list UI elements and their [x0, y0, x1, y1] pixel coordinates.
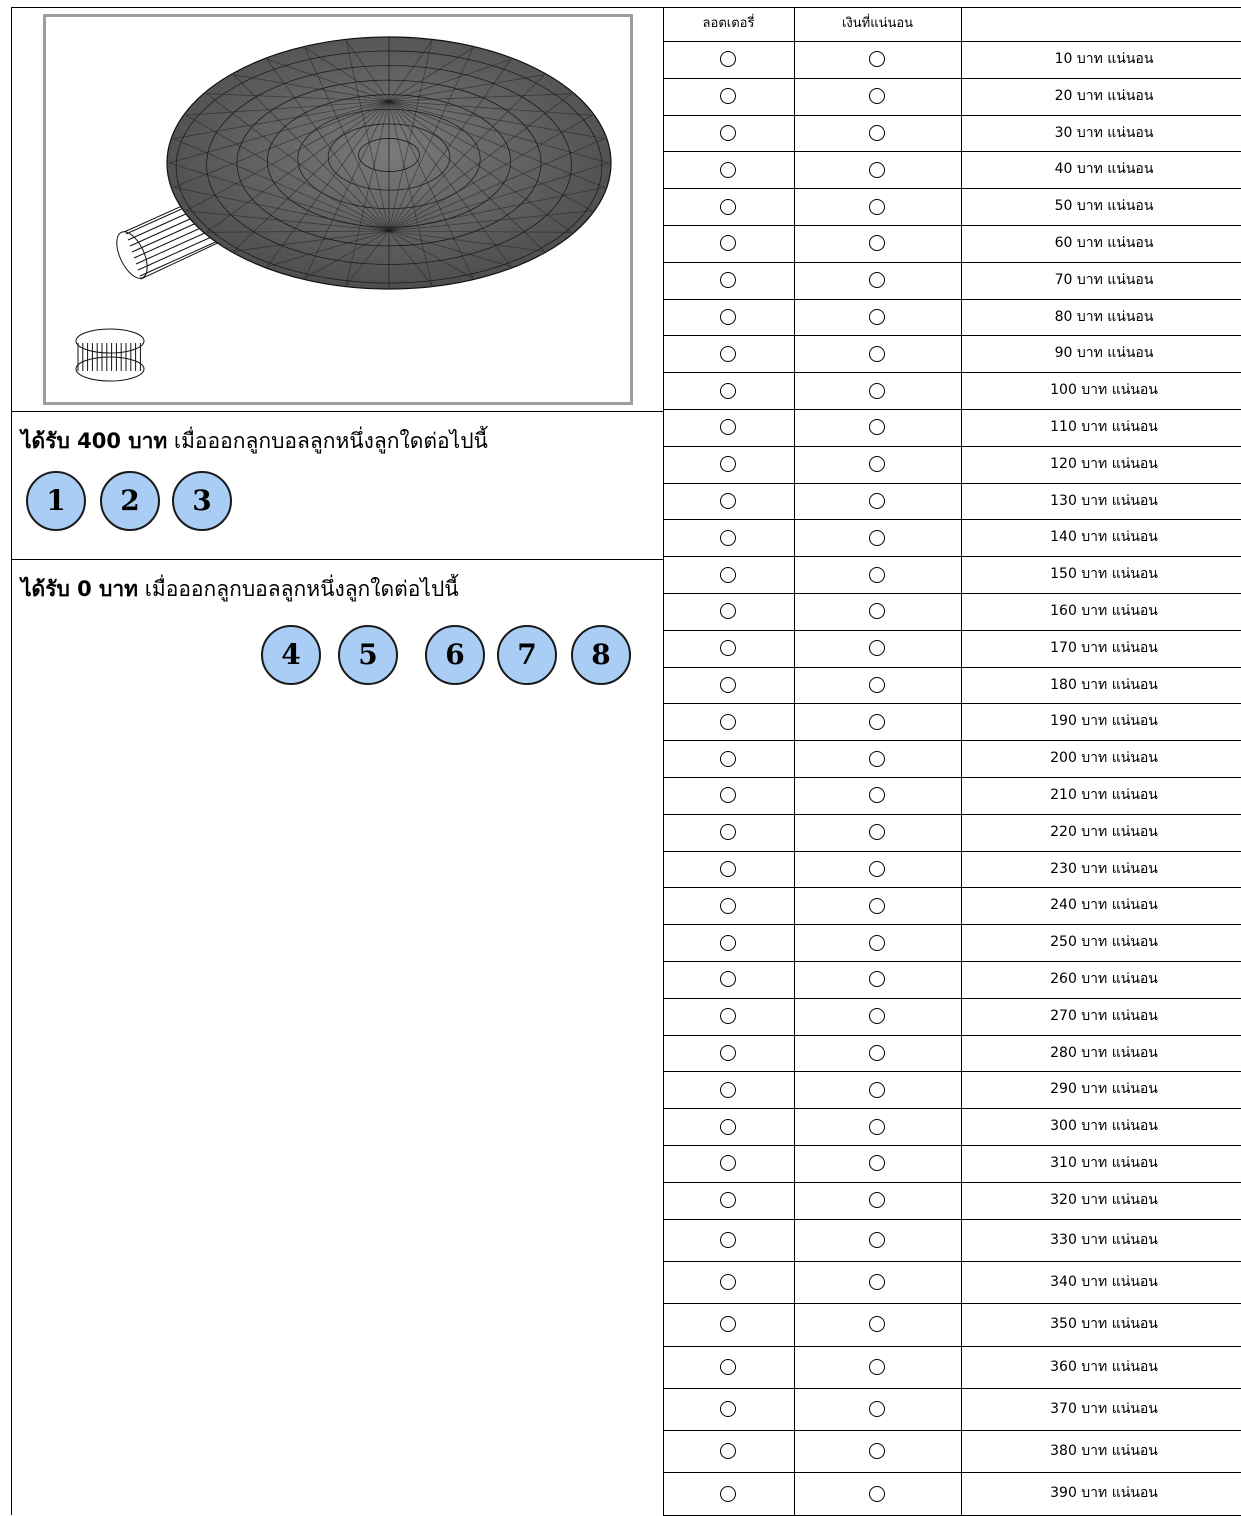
urn-figure [43, 14, 633, 405]
sure-amount-label: 390 บาท แน่นอน [1050, 1485, 1158, 1502]
lottery-radio[interactable] [720, 1316, 736, 1332]
table-row-line [663, 1472, 1241, 1473]
sure-amount-label: 290 บาท แน่นอน [1050, 1081, 1158, 1098]
table-row [663, 961, 1241, 998]
lottery-radio[interactable] [720, 1008, 736, 1024]
sure-amount-label: 230 บาท แน่นอน [1050, 860, 1158, 877]
ball-5: 5 [338, 625, 398, 685]
table-row-line [663, 1108, 1241, 1109]
sure-amount-label: 280 บาท แน่นอน [1050, 1044, 1158, 1061]
sure-money-radio[interactable] [869, 88, 885, 104]
sure-money-radio[interactable] [869, 235, 885, 251]
sure-amount-label: 180 บาท แน่นอน [1050, 676, 1158, 693]
lottery-radio[interactable] [720, 162, 736, 178]
lose-caption [21, 573, 459, 606]
lottery-radio[interactable] [720, 1274, 736, 1290]
sure-amount-label: 200 บาท แน่นอน [1050, 750, 1158, 767]
table-row-line [663, 1035, 1241, 1036]
lottery-radio[interactable] [720, 493, 736, 509]
sure-amount-label: 220 บาท แน่นอน [1050, 823, 1158, 840]
sure-amount-label: 60 บาท แน่นอน [1054, 235, 1154, 251]
table-row [663, 188, 1241, 225]
table-row [663, 1182, 1241, 1219]
table-column-line [663, 7, 664, 1515]
sure-money-radio[interactable] [869, 1443, 885, 1459]
sure-amount-label: 20 บาท แน่นอน [1054, 87, 1154, 104]
table-row [663, 777, 1241, 814]
sure-money-radio[interactable] [869, 1082, 885, 1098]
lottery-radio[interactable] [720, 861, 736, 877]
lottery-radio[interactable] [720, 1401, 736, 1417]
table-top-line [663, 7, 1241, 8]
table-row [663, 924, 1241, 961]
urn-wireframe-illustration [46, 17, 630, 402]
sure-money-radio[interactable] [869, 419, 885, 435]
sure-amount-label: 360 บาท แน่นอน [1050, 1358, 1158, 1375]
divider-after-win [11, 559, 663, 560]
sure-money-radio[interactable] [869, 861, 885, 877]
sure-money-radio[interactable] [869, 1232, 885, 1248]
sure-amount-label: 50 บาท แน่นอน [1054, 198, 1154, 215]
table-row-line [663, 446, 1241, 447]
table-row-line [663, 1388, 1241, 1389]
lottery-radio[interactable] [720, 309, 736, 325]
sure-money-radio[interactable] [869, 125, 885, 141]
table-row [663, 372, 1241, 409]
sure-amount-label: 380 บาท แน่นอน [1050, 1443, 1158, 1460]
ball-8: 8 [571, 625, 631, 685]
header-sure-money: เงินที่แน่นอน [841, 16, 914, 31]
table-row [663, 1388, 1241, 1430]
sure-amount-label: 340 บาท แน่นอน [1050, 1273, 1158, 1290]
lottery-radio[interactable] [720, 530, 736, 546]
sure-amount-label: 210 บาท แน่นอน [1050, 787, 1158, 803]
table-row-line [663, 998, 1241, 999]
table-row-line [663, 924, 1241, 925]
sure-amount-label: 80 บาท แน่นอน [1054, 308, 1154, 325]
table-row [663, 483, 1241, 520]
lose-condition: เมื่อออกลูกบอลลูกหนึ่งลูกใดต่อไปนี้ [138, 577, 459, 601]
lottery-radio[interactable] [720, 346, 736, 362]
small-ring-icon [76, 329, 144, 381]
table-row-line [663, 225, 1241, 226]
sure-amount-label: 30 บาท แน่นอน [1054, 124, 1154, 141]
table-row [663, 703, 1241, 740]
lottery-radio[interactable] [720, 1155, 736, 1171]
table-row [663, 1346, 1241, 1388]
table-row-line [663, 151, 1241, 152]
sure-money-radio[interactable] [869, 456, 885, 472]
ball-3: 3 [172, 471, 232, 531]
left-border [11, 7, 12, 1515]
table-row [663, 1219, 1241, 1261]
sure-money-radio[interactable] [869, 162, 885, 178]
table-row-line [663, 41, 1241, 42]
lottery-radio[interactable] [720, 824, 736, 840]
lose-amount: ได้รับ 0 บาท [21, 577, 139, 601]
table-row-line [663, 703, 1241, 704]
table-row-line [663, 1071, 1241, 1072]
divider-after-figure [11, 411, 663, 412]
lottery-radio[interactable] [720, 383, 736, 399]
table-column-line [794, 7, 795, 1515]
sure-amount-label: 300 บาท แน่นอน [1050, 1118, 1158, 1135]
table-row [663, 667, 1241, 704]
lottery-radio[interactable] [720, 603, 736, 619]
lottery-radio[interactable] [720, 88, 736, 104]
sure-money-radio[interactable] [869, 309, 885, 325]
lottery-radio[interactable] [720, 199, 736, 215]
lottery-radio[interactable] [720, 714, 736, 730]
table-row [663, 1303, 1241, 1345]
table-row [663, 41, 1241, 78]
win-condition: เมื่อออกลูกบอลลูกหนึ่งลูกใดต่อไปนี้ [167, 429, 488, 453]
sure-money-radio[interactable] [869, 677, 885, 693]
table-row-line [663, 1145, 1241, 1146]
sure-money-radio[interactable] [869, 199, 885, 215]
sure-money-radio[interactable] [869, 1119, 885, 1135]
table-row [663, 1145, 1241, 1182]
lottery-radio[interactable] [720, 1486, 736, 1502]
sure-amount-label: 150 บาท แน่นอน [1050, 566, 1158, 583]
sure-money-radio[interactable] [869, 751, 885, 767]
table-row [663, 262, 1241, 299]
table-row [663, 1261, 1241, 1303]
table-row [663, 1430, 1241, 1472]
table-row-line [663, 1219, 1241, 1220]
table-row-line [663, 1261, 1241, 1262]
sure-amount-label: 110 บาท แน่นอน [1050, 419, 1158, 435]
sure-money-radio[interactable] [869, 935, 885, 951]
lottery-radio[interactable] [720, 235, 736, 251]
lottery-radio[interactable] [720, 456, 736, 472]
sure-amount-label: 330 บาท แน่นอน [1050, 1231, 1158, 1248]
lottery-radio[interactable] [720, 419, 736, 435]
lottery-radio[interactable] [720, 125, 736, 141]
sure-amount-label: 370 บาท แน่นอน [1050, 1400, 1158, 1417]
table-row [663, 814, 1241, 851]
table-row-line [663, 299, 1241, 300]
sure-money-radio[interactable] [869, 1316, 885, 1332]
table-row [663, 593, 1241, 630]
sure-amount-label: 310 บาท แน่นอน [1050, 1155, 1158, 1171]
lottery-radio[interactable] [720, 567, 736, 583]
table-row-line [663, 1346, 1241, 1347]
sure-amount-label: 130 บาท แน่นอน [1050, 492, 1158, 509]
lottery-radio[interactable] [720, 751, 736, 767]
table-row [663, 115, 1241, 152]
table-row-line [663, 630, 1241, 631]
sure-money-radio[interactable] [869, 603, 885, 619]
table-row [663, 1035, 1241, 1072]
table-row [663, 409, 1241, 446]
sure-money-radio[interactable] [869, 383, 885, 399]
table-row [663, 556, 1241, 593]
lottery-radio[interactable] [720, 1359, 736, 1375]
top-border-left [11, 7, 663, 8]
ball-2: 2 [100, 471, 160, 531]
sure-money-radio[interactable] [869, 971, 885, 987]
table-row [663, 851, 1241, 888]
lottery-radio[interactable] [720, 1192, 736, 1208]
ball-6: 6 [425, 625, 485, 685]
sure-amount-label: 270 บาท แน่นอน [1050, 1007, 1158, 1024]
sure-money-radio[interactable] [869, 493, 885, 509]
table-row-line [663, 409, 1241, 410]
sure-amount-label: 260 บาท แน่นอน [1050, 971, 1158, 987]
table-row [663, 1071, 1241, 1108]
sure-money-radio[interactable] [869, 787, 885, 803]
table-row-line [663, 777, 1241, 778]
table-row [663, 998, 1241, 1035]
sure-amount-label: 70 บาท แน่นอน [1054, 271, 1154, 288]
table-row [663, 446, 1241, 483]
win-amount: ได้รับ 400 บาท [21, 429, 168, 453]
table-row [663, 299, 1241, 336]
sure-money-radio[interactable] [869, 898, 885, 914]
table-row-line [663, 887, 1241, 888]
lottery-radio[interactable] [720, 1045, 736, 1061]
sure-money-radio[interactable] [869, 1359, 885, 1375]
table-row-line [663, 814, 1241, 815]
table-row-line [663, 593, 1241, 594]
sure-amount-label: 40 บาท แน่นอน [1054, 161, 1154, 178]
sure-money-radio[interactable] [869, 1008, 885, 1024]
lottery-radio[interactable] [720, 272, 736, 288]
lottery-radio[interactable] [720, 1082, 736, 1098]
sure-amount-label: 10 บาท แน่นอน [1054, 51, 1154, 67]
ball-4: 4 [261, 625, 321, 685]
sure-amount-label: 350 บาท แน่นอน [1050, 1316, 1158, 1333]
sure-amount-label: 160 บาท แน่นอน [1050, 603, 1158, 619]
sure-amount-label: 140 บาท แน่นอน [1050, 529, 1158, 546]
table-row [663, 630, 1241, 667]
lottery-radio[interactable] [720, 971, 736, 987]
table-row [663, 225, 1241, 262]
sure-amount-label: 120 บาท แน่นอน [1050, 455, 1158, 472]
sure-amount-label: 90 บาท แน่นอน [1054, 345, 1154, 362]
table-row-line [663, 740, 1241, 741]
sure-money-radio[interactable] [869, 824, 885, 840]
table-row-line [663, 115, 1241, 116]
table-row [663, 887, 1241, 924]
lottery-radio[interactable] [720, 898, 736, 914]
lottery-radio[interactable] [720, 677, 736, 693]
sure-money-radio[interactable] [869, 1192, 885, 1208]
sure-money-radio[interactable] [869, 530, 885, 546]
lottery-radio[interactable] [720, 51, 736, 67]
sure-money-radio[interactable] [869, 1486, 885, 1502]
table-row [663, 151, 1241, 188]
table-row-line [663, 667, 1241, 668]
table-row [663, 740, 1241, 777]
table-row [663, 1472, 1241, 1514]
lottery-radio[interactable] [720, 1443, 736, 1459]
table-row-line [663, 556, 1241, 557]
sure-amount-label: 100 บาท แน่นอน [1050, 382, 1158, 399]
sure-money-radio[interactable] [869, 1155, 885, 1171]
table-row [663, 335, 1241, 372]
table-row [663, 519, 1241, 556]
lottery-radio[interactable] [720, 1119, 736, 1135]
sure-money-radio[interactable] [869, 1401, 885, 1417]
table-row-line [663, 851, 1241, 852]
lottery-radio[interactable] [720, 935, 736, 951]
sure-amount-label: 240 บาท แน่นอน [1050, 897, 1158, 914]
table-row [663, 1108, 1241, 1145]
sure-money-radio[interactable] [869, 51, 885, 67]
table-row-line [663, 961, 1241, 962]
sure-money-radio[interactable] [869, 1274, 885, 1290]
ball-1: 1 [26, 471, 86, 531]
table-row-line [663, 1182, 1241, 1183]
table-row-line [663, 372, 1241, 373]
table-row [663, 78, 1241, 115]
table-row-line [663, 1430, 1241, 1431]
lottery-radio[interactable] [720, 1232, 736, 1248]
sure-money-radio[interactable] [869, 1045, 885, 1061]
table-row-line [663, 188, 1241, 189]
sure-money-radio[interactable] [869, 272, 885, 288]
sure-money-radio[interactable] [869, 346, 885, 362]
table-row-line [663, 519, 1241, 520]
sure-amount-label: 320 บาท แน่นอน [1050, 1191, 1158, 1208]
table-column-line [961, 7, 962, 1515]
table-row-line [663, 483, 1241, 484]
table-row-line [663, 78, 1241, 79]
ball-7: 7 [497, 625, 557, 685]
table-row-line [663, 1303, 1241, 1304]
header-lottery: ลอตเตอรี่ [702, 16, 755, 31]
sure-amount-label: 190 บาท แน่นอน [1050, 713, 1158, 730]
win-caption [21, 425, 488, 458]
sure-amount-label: 250 บาท แน่นอน [1050, 934, 1158, 951]
lottery-radio[interactable] [720, 787, 736, 803]
lottery-radio[interactable] [720, 640, 736, 656]
sure-money-radio[interactable] [869, 567, 885, 583]
sure-amount-label: 170 บาท แน่นอน [1050, 639, 1158, 656]
table-row-line [663, 262, 1241, 263]
table-row-line [663, 335, 1241, 336]
sure-money-radio[interactable] [869, 640, 885, 656]
lottery-choice-page [11, 7, 1241, 1515]
sure-money-radio[interactable] [869, 714, 885, 730]
